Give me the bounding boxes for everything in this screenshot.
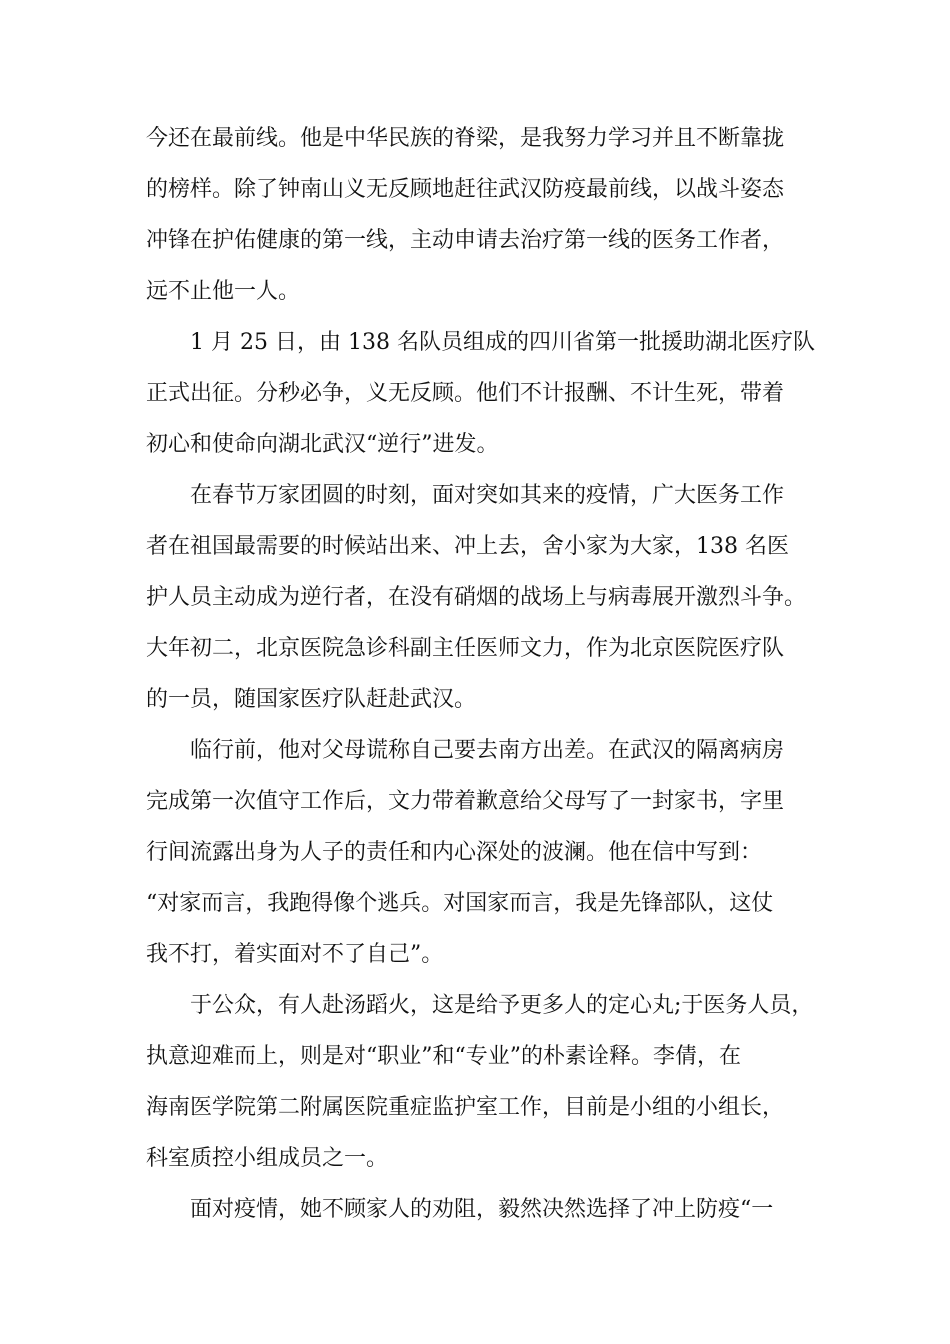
- text-line: 者在祖国最需要的时候站出来、冲上去，舍小家为大家，138 名医: [146, 534, 789, 559]
- text-line: 今还在最前线。他是中华民族的脊梁，是我努力学习并且不断靠拢: [146, 126, 785, 151]
- text-line: 初心和使命向湖北武汉“逆行”进发。: [146, 432, 499, 457]
- text-line: 的一员，随国家医疗队赶赴武汉。: [146, 687, 477, 712]
- text-line: 执意迎难而上，则是对“职业”和“专业”的朴素诠释。李倩，在: [146, 1044, 741, 1069]
- text-line: 1 月 25 日，由 138 名队员组成的四川省第一批援助湖北医疗队: [190, 330, 815, 355]
- text-line: 大年初二，北京医院急诊科副主任医师文力，作为北京医院医疗队: [146, 636, 785, 661]
- text-line: 临行前，他对父母谎称自己要去南方出差。在武汉的隔离病房: [190, 738, 785, 763]
- text-line: 远不止他一人。: [146, 279, 301, 304]
- text-line: 护人员主动成为逆行者，在没有硝烟的战场上与病毒展开激烈斗争。: [146, 585, 807, 610]
- text-line: 在春节万家团圆的时刻，面对突如其来的疫情，广大医务工作: [190, 483, 785, 508]
- text-line: 完成第一次值守工作后，文力带着歉意给父母写了一封家书，字里: [146, 789, 785, 814]
- text-line: 冲锋在护佑健康的第一线，主动申请去治疗第一线的医务工作者，: [146, 228, 785, 253]
- text-line: 正式出征。分秒必争，义无反顾。他们不计报酬、不计生死，带着: [146, 381, 785, 406]
- text-line: 面对疫情，她不顾家人的劝阻，毅然决然选择了冲上防疫“一: [190, 1197, 774, 1222]
- text-line: 的榜样。除了钟南山义无反顾地赶往武汉防疫最前线，以战斗姿态: [146, 177, 785, 202]
- text-line: 海南医学院第二附属医院重症监护室工作，目前是小组的小组长，: [146, 1095, 785, 1120]
- text-line: “对家而言，我跑得像个逃兵。对国家而言，我是先锋部队，这仗: [146, 891, 774, 916]
- text-line: 我不打，着实面对不了自己”。: [146, 942, 444, 967]
- text-line: 科室质控小组成员之一。: [146, 1146, 389, 1171]
- text-line: 行间流露出身为人子的责任和内心深处的波澜。他在信中写到：: [146, 840, 763, 865]
- text-line: 于公众，有人赴汤蹈火，这是给予更多人的定心丸;于医务人员，: [190, 993, 814, 1018]
